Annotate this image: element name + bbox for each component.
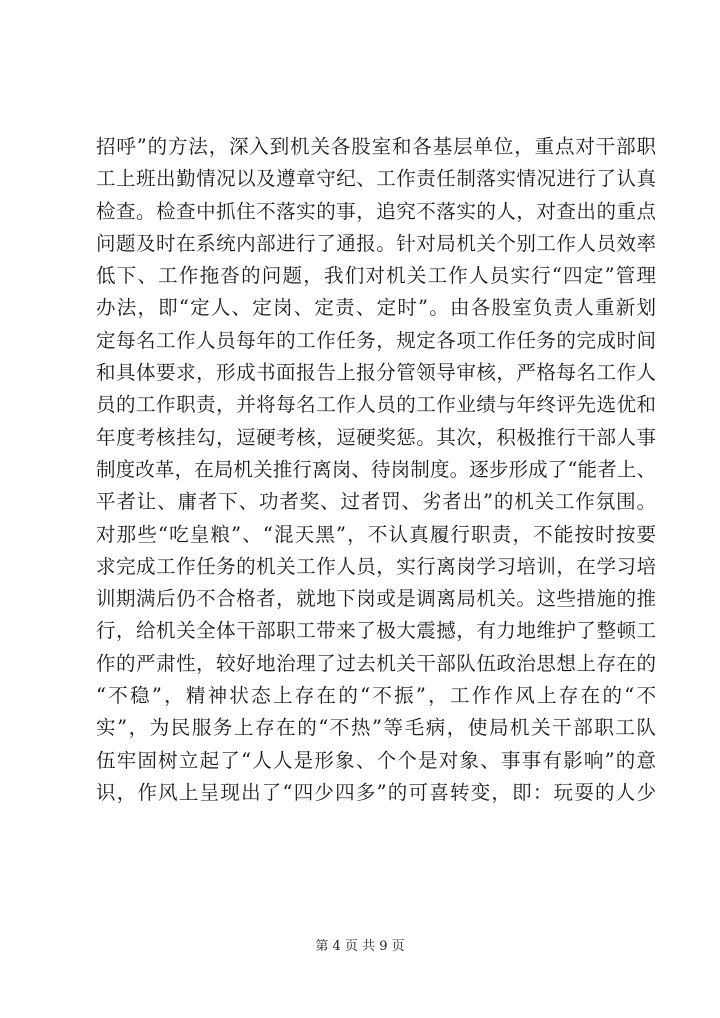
text-line: 训期满后仍不合格者，就地下岗或是调离局机关。这些措施的推 xyxy=(96,587,656,611)
body-text xyxy=(96,131,656,809)
page-number-footer: 第 4 页 共 9 页 xyxy=(315,939,405,954)
text-line: 定每名工作人员每年的工作任务，规定各项工作任务的完成时间 xyxy=(96,328,656,352)
text-line: 问题及时在系统内部进行了通报。针对局机关个别工作人员效率 xyxy=(96,231,656,255)
text-line: 对那些“吃皇粮”、“混天黑”，不认真履行职责，不能按时按要 xyxy=(96,522,656,546)
text-line: 和具体要求，形成书面报告上报分管领导审核，严格每名工作人 xyxy=(96,361,656,385)
text-line: 识，作风上呈现出了“四少四多”的可喜转变，即：玩耍的人少 xyxy=(96,780,656,804)
text-line: 实”，为民服务上存在的“不热”等毛病，使局机关干部职工队 xyxy=(96,716,656,740)
text-line: 检查。检查中抓住不落实的事，追究不落实的人，对查出的重点 xyxy=(96,199,656,223)
text-line: 工上班出勤情况以及遵章守纪、工作责任制落实情况进行了认真 xyxy=(96,167,656,191)
text-line: 伍牢固树立起了“人人是形象、个个是对象、事事有影响”的意 xyxy=(96,748,656,772)
text-line: 求完成工作任务的机关工作人员，实行离岗学习培训，在学习培 xyxy=(96,554,656,578)
text-line: 年度考核挂勾，逗硬考核，逗硬奖惩。其次，积极推行干部人事 xyxy=(96,425,656,449)
text-line: 低下、工作拖沓的问题，我们对机关工作人员实行“四定”管理 xyxy=(96,264,656,288)
text-line: 平者让、庸者下、功者奖、过者罚、劣者出”的机关工作氛围。 xyxy=(96,490,656,514)
text-line: 员的工作职责，并将每名工作人员的工作业绩与年终评先选优和 xyxy=(96,393,656,417)
text-line: “不稳”，精神状态上存在的“不振”，工作作风上存在的“不 xyxy=(96,684,656,708)
text-line: 制度改革，在局机关推行离岗、待岗制度。逐步形成了“能者上、 xyxy=(96,457,656,481)
text-line: 作的严肃性，较好地治理了过去机关干部队伍政治思想上存在的 xyxy=(96,651,656,675)
text-line: 行，给机关全体干部职工带来了极大震撼，有力地维护了整顿工 xyxy=(96,619,656,643)
text-line: 招呼”的方法，深入到机关各股室和各基层单位，重点对干部职 xyxy=(96,135,656,158)
text-line: 办法，即“定人、定岗、定责、定时”。由各股室负责人重新划 xyxy=(96,296,656,320)
